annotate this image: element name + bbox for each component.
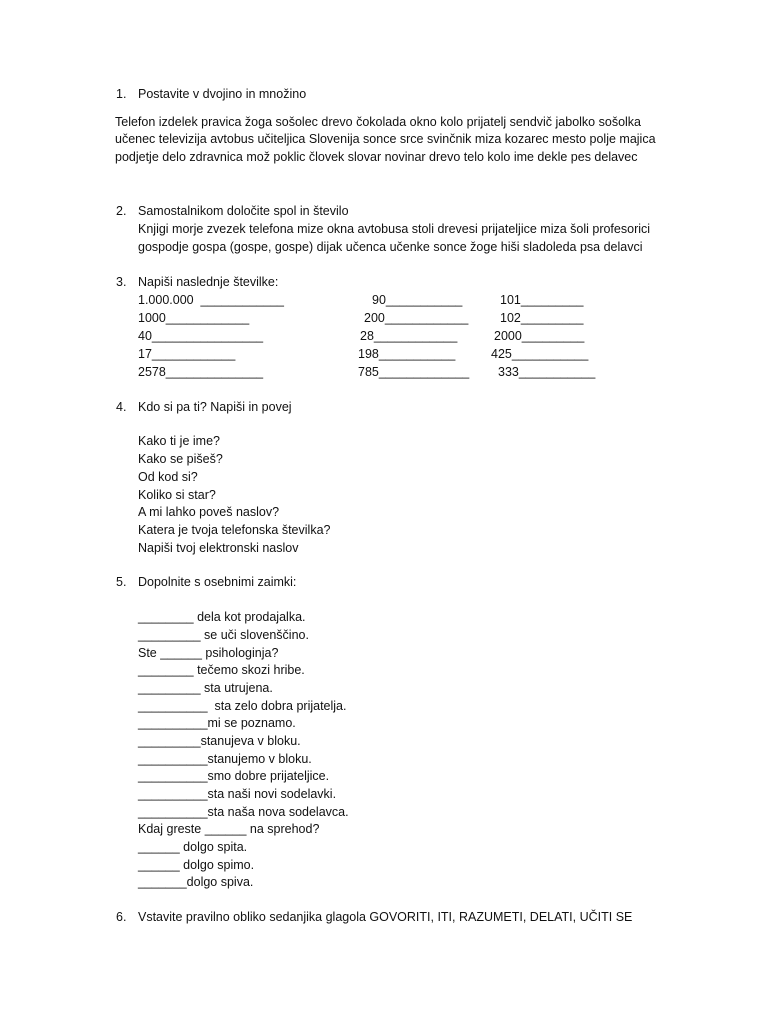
- question-line: Katera je tvoja telefonska številka?: [138, 523, 331, 537]
- number-cell: 198___________: [358, 347, 456, 361]
- number-cell: 785_____________: [358, 365, 470, 379]
- number-cell: 40________________: [138, 329, 264, 343]
- number-cell: 2578______________: [138, 365, 264, 379]
- section-1-line-2: učenec televizija avtobus učiteljica Slovenija sonce srce svinčnik miza kozarec mesto polje majica: [115, 132, 656, 146]
- question-line: Kako ti je ime?: [138, 434, 220, 448]
- fill-in-line: Kdaj greste ______ na sprehod?: [138, 822, 320, 836]
- fill-in-line: __________ sta zelo dobra prijatelja.: [138, 699, 347, 713]
- section-1-line-1: Telefon izdelek pravica žoga sošolec drevo čokolada okno kolo prijatelj sendvič jabolko sošolka: [115, 115, 641, 129]
- section-1-title: Postavite v dvojino in množino: [138, 87, 307, 101]
- number-cell: 90___________: [372, 293, 463, 307]
- section-3-number: 3.: [116, 275, 127, 289]
- fill-in-line: __________sta naši novi sodelavki.: [138, 787, 337, 801]
- section-1-line-3: podjetje delo zdravnica mož poklic človek slovar novinar drevo telo kolo ime dekle pes delavec: [115, 150, 638, 164]
- section-6-number: 6.: [116, 910, 127, 924]
- fill-in-line: __________sta naša nova sodelavca.: [138, 805, 349, 819]
- number-cell: 333___________: [498, 365, 596, 379]
- fill-in-line: Ste ______ psihologinja?: [138, 646, 279, 660]
- question-line: A mi lahko poveš naslov?: [138, 505, 280, 519]
- fill-in-line: ______ dolgo spimo.: [138, 858, 255, 872]
- fill-in-line: _________ se uči slovenščino.: [138, 628, 309, 642]
- section-2-number: 2.: [116, 204, 127, 218]
- fill-in-line: ________ dela kot prodajalka.: [138, 610, 306, 624]
- section-6-title: Vstavite pravilno obliko sedanjika glagola GOVORITI, ITI, RAZUMETI, DELATI, UČITI SE: [138, 910, 633, 924]
- number-cell: 17____________: [138, 347, 236, 361]
- section-1-number: 1.: [116, 87, 127, 101]
- section-5-number: 5.: [116, 575, 127, 589]
- number-cell: 2000_________: [494, 329, 585, 343]
- fill-in-line: __________smo dobre prijateljice.: [138, 769, 330, 783]
- section-2-line-1: Knjigi morje zvezek telefona mize okna avtobusa stoli drevesi prijateljice miza šoli profesorici: [138, 222, 651, 236]
- section-2-line-2: gospodje gospa (gospe, gospe) dijak učenca učenke sonce žoge hiši sladoleda psa delavci: [138, 240, 643, 254]
- question-line: Od kod si?: [138, 470, 198, 484]
- question-line: Kako se pišeš?: [138, 452, 223, 466]
- question-line: Koliko si star?: [138, 488, 216, 502]
- question-line: Napiši tvoj elektronski naslov: [138, 541, 299, 555]
- number-cell: 101_________: [500, 293, 584, 307]
- section-4-number: 4.: [116, 400, 127, 414]
- number-cell: 102_________: [500, 311, 584, 325]
- fill-in-line: _________ sta utrujena.: [138, 681, 273, 695]
- section-2-title: Samostalnikom določite spol in število: [138, 204, 349, 218]
- fill-in-line: __________stanujemo v bloku.: [138, 752, 312, 766]
- number-cell: 1000____________: [138, 311, 250, 325]
- fill-in-line: ________ tečemo skozi hribe.: [138, 663, 305, 677]
- fill-in-line: _______dolgo spiva.: [138, 875, 254, 889]
- fill-in-line: ______ dolgo spita.: [138, 840, 248, 854]
- number-cell: 28____________: [360, 329, 458, 343]
- fill-in-line: __________mi se poznamo.: [138, 716, 296, 730]
- section-5-title: Dopolnite s osebnimi zaimki:: [138, 575, 297, 589]
- section-4-title: Kdo si pa ti? Napiši in povej: [138, 400, 292, 414]
- section-3-title: Napiši naslednje številke:: [138, 275, 279, 289]
- number-cell: 1.000.000 ____________: [138, 293, 284, 307]
- fill-in-line: _________stanujeva v bloku.: [138, 734, 301, 748]
- number-cell: 200____________: [364, 311, 469, 325]
- number-cell: 425___________: [491, 347, 589, 361]
